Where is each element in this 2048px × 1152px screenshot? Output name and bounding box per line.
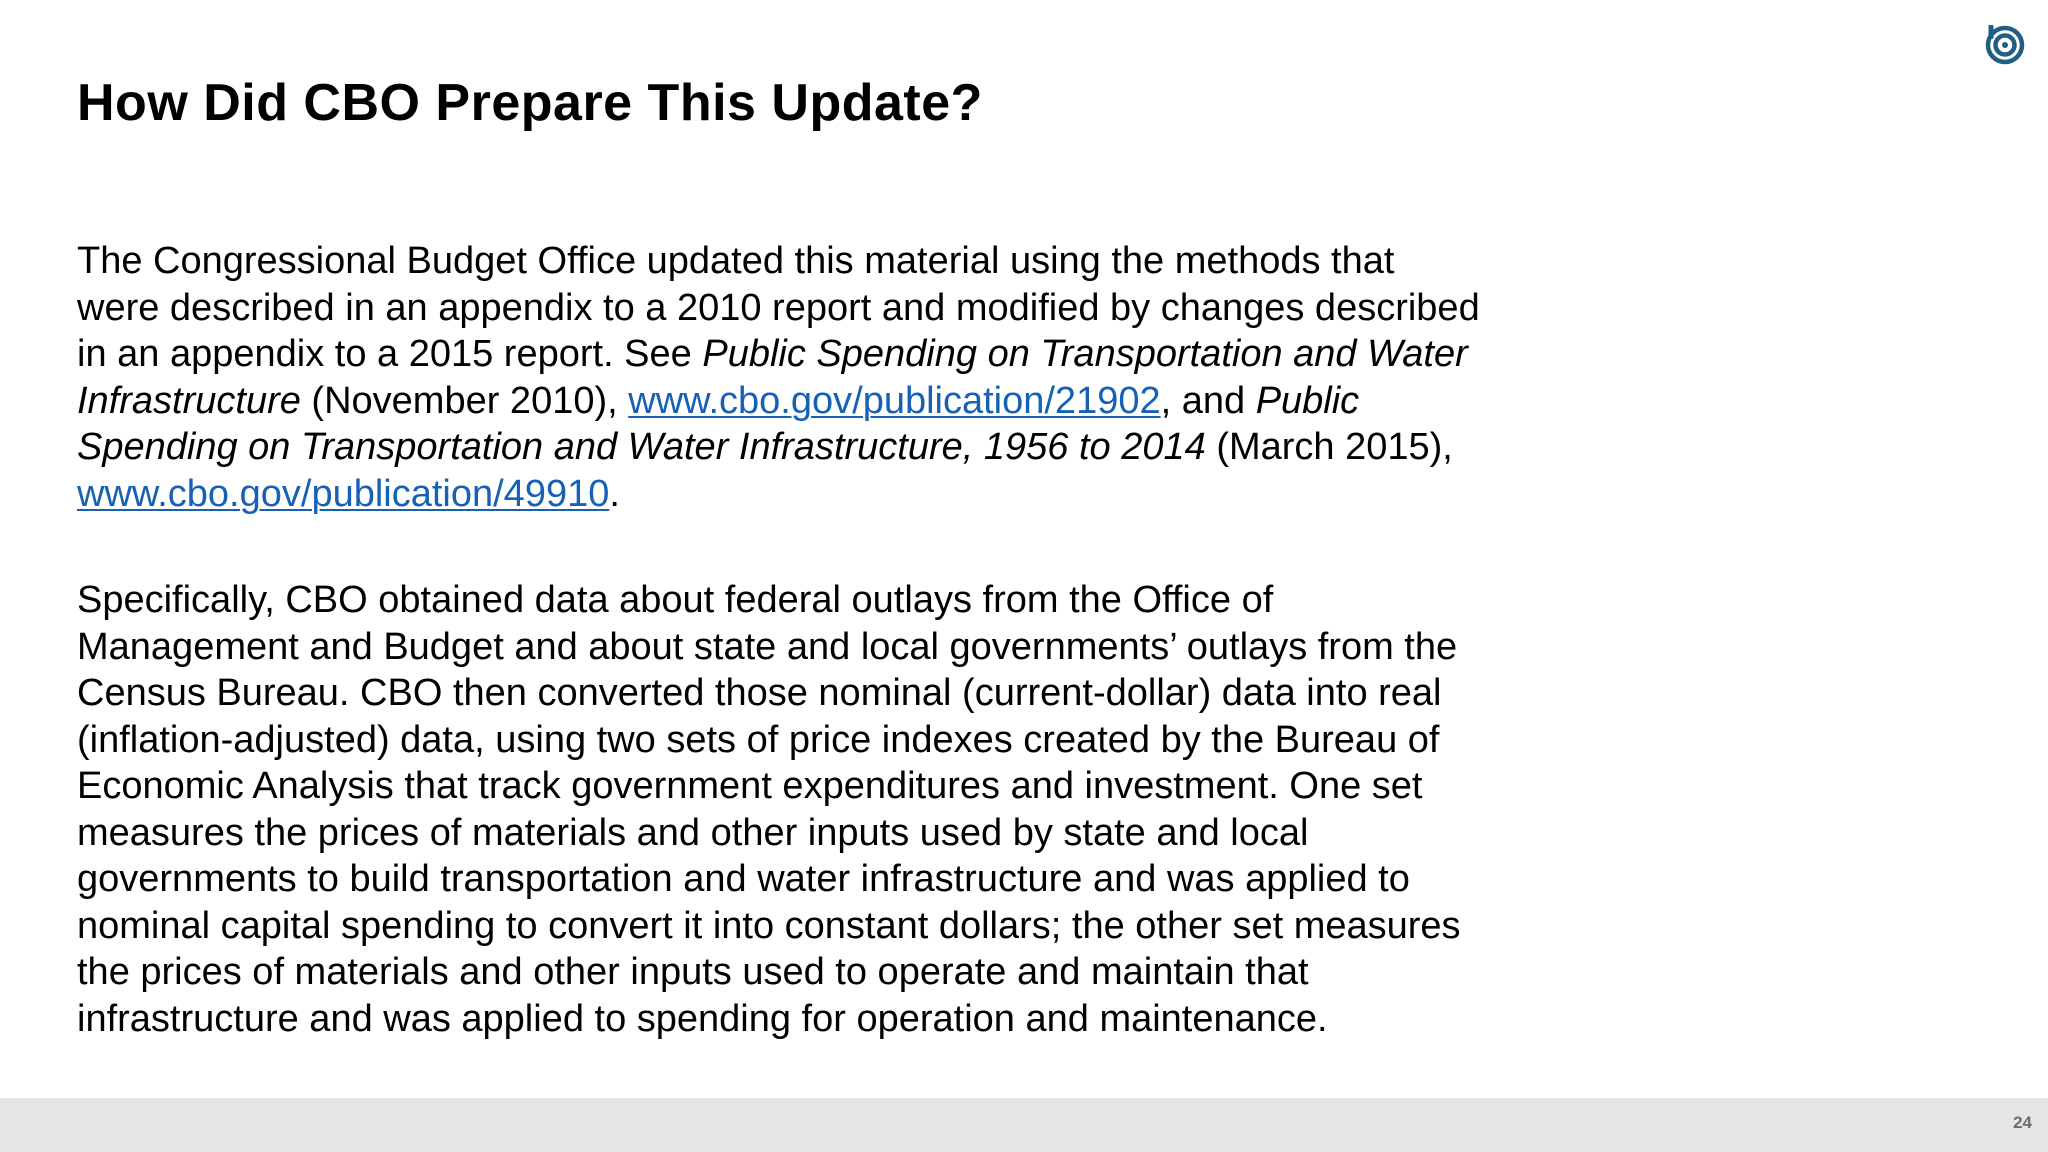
paragraph-text: (March 2015), bbox=[1216, 426, 1453, 468]
report-title-2015: Public Spending on Transportation and Water Infrastructure, 1956 to 2014 bbox=[77, 379, 1360, 468]
slide-title: How Did CBO Prepare This Update? bbox=[77, 74, 983, 132]
report-title-2010: Public Spending on Transportation and Water Infrastructure bbox=[77, 333, 1468, 422]
paragraph-data-sources: Specifically, CBO obtained data about federal outlays from the Office of Management and Budget and about state and local governments’ outlays from the Census Bureau. CBO then converted those nominal (current-dollar) data into real (inflation-adjusted) data, using two sets of price indexes created by the Bureau of Economic Analysis that track government expenditures and investment. One set measures the prices of materials and other inputs used by state and local governments to build transportation and water infrastructure and was applied to nominal capital spending to convert it into constant dollars; the other set measures the prices of materials and other inputs used to operate and maintain that infrastructure and was applied to spending for operation and maintenance. bbox=[77, 579, 1461, 1040]
paragraph-text: , and bbox=[1160, 379, 1256, 422]
paragraph-text: The Congressional Budget Office updated this material using the methods that were described in an appendix to a 2010 report and modified by changes described in an appendix to a 2015 report. See bbox=[77, 240, 1480, 375]
page-number: 24 bbox=[2013, 1113, 2032, 1132]
paragraph-text: . bbox=[609, 472, 620, 515]
cbo-logo-icon bbox=[1983, 22, 2027, 66]
paragraph-methods bbox=[77, 238, 1517, 517]
footer-bar bbox=[0, 1098, 2048, 1152]
body-text bbox=[77, 238, 1517, 1042]
paragraph-text: (November 2010), bbox=[300, 379, 629, 422]
publication-link-21902[interactable]: www.cbo.gov/publication/21902 bbox=[628, 379, 1161, 422]
publication-link-49910[interactable]: www.cbo.gov/publication/49910 bbox=[77, 472, 610, 515]
